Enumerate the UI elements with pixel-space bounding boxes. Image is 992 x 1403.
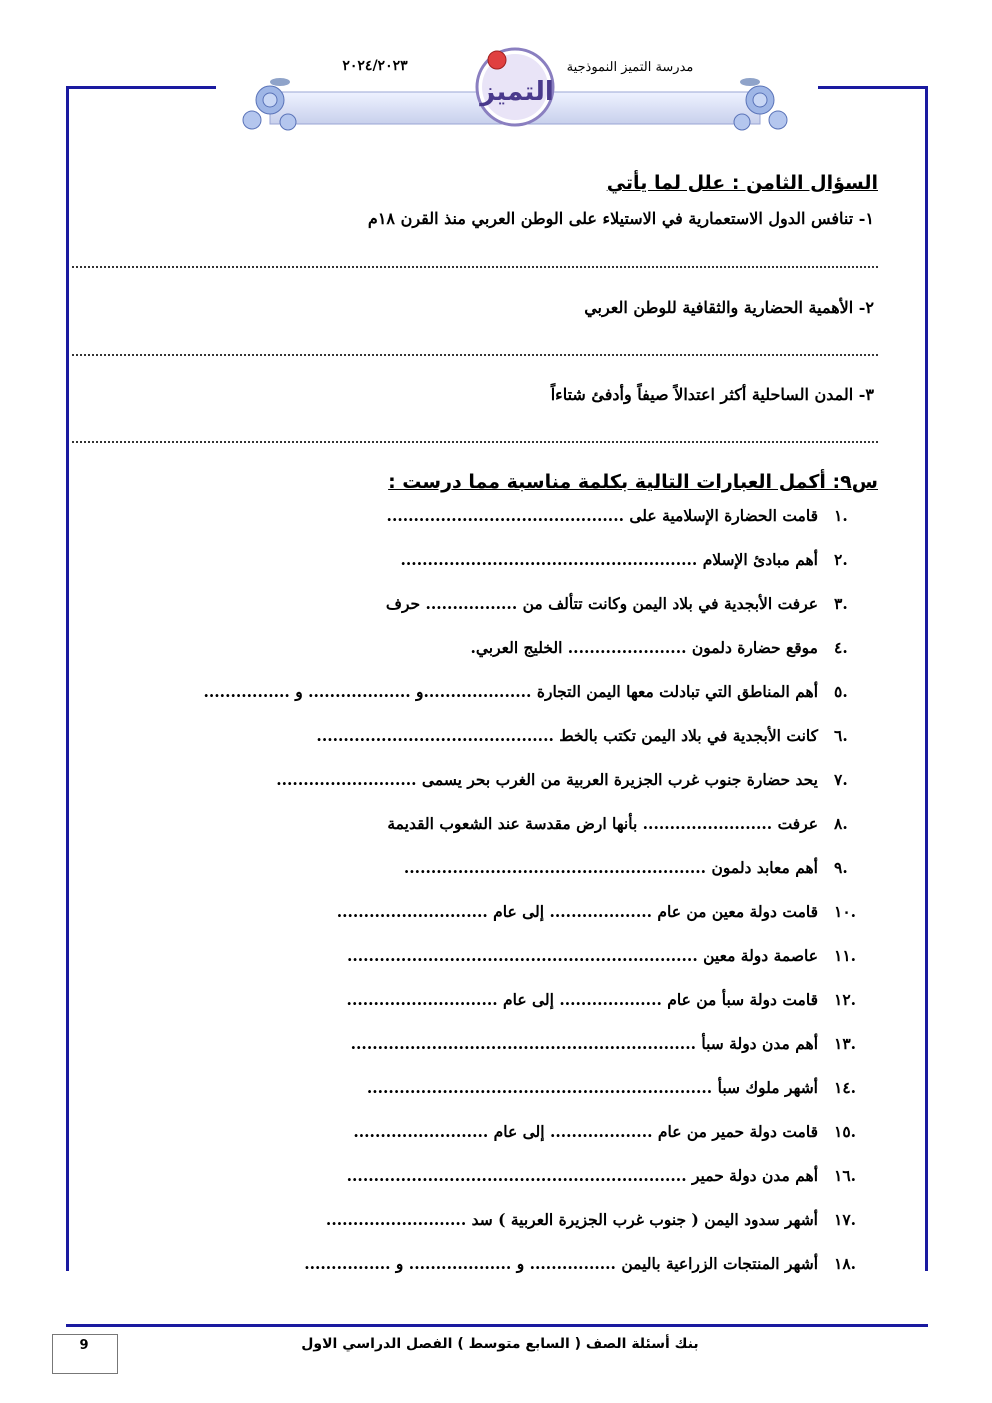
- item-text: أهم معابد دلمون ........................................................: [403, 858, 818, 877]
- list-item: [326, 1210, 880, 1234]
- list-item: [347, 946, 880, 970]
- item-text: عرفت الأبجدية في بلاد اليمن وكانت تتألف من ................. حرف: [385, 594, 818, 613]
- item-text: أهم مبادئ الإسلام .......................................................: [400, 550, 818, 569]
- item-text: عاصمة دولة معين .................................................................: [346, 946, 818, 965]
- frame-top-left: [66, 86, 216, 89]
- q8-item-1: ١- تنافس الدول الاستعمارية في الاستيلاء على الوطن العربي منذ القرن ١٨م: [367, 209, 874, 228]
- item-number: ٧.: [834, 770, 848, 789]
- list-item: [347, 1166, 880, 1190]
- item-number: ٢.: [834, 550, 848, 569]
- list-item: [367, 1078, 880, 1102]
- item-number: ٥.: [834, 682, 848, 701]
- item-text: كانت الأبجدية في بلاد اليمن تكتب بالخط ............................................: [316, 726, 818, 745]
- item-number: ٩.: [834, 858, 848, 877]
- item-text: أشهر ملوك سبأ ................................................................: [366, 1078, 818, 1097]
- school-name: مدرسة التميز النموذجية: [566, 60, 694, 75]
- section9-title: س٩: أكمل العبارات التالية بكلمة مناسبة مما درست :: [388, 471, 878, 493]
- list-item: [347, 990, 880, 1014]
- item-number: ١٤.: [834, 1078, 857, 1097]
- section8-title: السؤال الثامن : علل لما يأتي: [606, 172, 878, 194]
- list-item: [351, 1034, 880, 1058]
- list-item: [386, 594, 880, 618]
- item-number: ٨.: [834, 814, 848, 833]
- item-text: قامت دولة معين من عام ................... إلى عام ............................: [336, 902, 818, 921]
- q8-item-2: ٢- الأهمية الحضارية والثقافية للوطن العربي: [584, 298, 874, 317]
- answer-line-2: [72, 354, 878, 356]
- list-item: [304, 1254, 880, 1278]
- item-number: ١.: [834, 506, 848, 525]
- item-number: ١٣.: [834, 1034, 857, 1053]
- list-item: [337, 902, 880, 926]
- item-number: ١٠.: [834, 902, 857, 921]
- item-text: أشهر المنتجات الزراعية باليمن ................ و ................... و ................: [304, 1254, 818, 1273]
- academic-year: ٢٠٢٤/٢٠٢٣: [342, 58, 408, 74]
- list-item: [404, 858, 880, 882]
- item-text: أهم مدن دولة سبأ ................................................................: [350, 1034, 818, 1053]
- item-text: قامت الحضارة الإسلامية على ............................................: [386, 506, 818, 525]
- page-number: 9: [79, 1338, 89, 1353]
- item-number: ١٥.: [834, 1122, 857, 1141]
- item-text: يحد حضارة جنوب غرب الجزيرة العربية من الغرب بحر يسمى ..........................: [276, 770, 818, 789]
- answer-line-1: [72, 266, 878, 268]
- list-item: [316, 726, 880, 750]
- item-text: أشهر سدود اليمن ( جنوب غرب الجزيرة العربية ) سد ..........................: [325, 1210, 818, 1229]
- item-text: أهم المناطق التي تبادلت معها اليمن التجارة ....................و ................... و ................: [203, 682, 818, 701]
- item-text: موقع حضارة دلمون ...................... الخليج العربي.: [470, 638, 818, 657]
- logo-text: التميز: [480, 77, 554, 107]
- item-number: ٣.: [834, 594, 848, 613]
- frame-left: [66, 86, 69, 1271]
- list-item: [470, 638, 880, 662]
- item-number: ٤.: [834, 638, 848, 657]
- item-number: ١٦.: [834, 1166, 857, 1185]
- list-item: [276, 770, 880, 794]
- item-text: أهم مدن دولة حمير ...............................................................: [346, 1166, 818, 1185]
- item-text: عرفت ........................ بأنها ارض مقدسة عند الشعوب القديمة: [387, 814, 818, 833]
- frame-right: [925, 86, 928, 1271]
- q8-item-3: ٣- المدن الساحلية أكثر اعتدالاً صيفاً وأدفئ شتاءاً: [550, 385, 874, 404]
- item-text: قامت دولة حمير من عام ................... إلى عام .........................: [353, 1122, 818, 1141]
- item-text: قامت دولة سبأ من عام ................... إلى عام ............................: [346, 990, 818, 1009]
- item-number: ٦.: [834, 726, 848, 745]
- list-item: [203, 682, 880, 706]
- list-item: [401, 550, 881, 574]
- list-item: [387, 814, 880, 838]
- item-number: ١٨.: [834, 1254, 857, 1273]
- item-number: ١٧.: [834, 1210, 857, 1229]
- frame-top-right: [818, 86, 928, 89]
- school-logo-icon: [470, 42, 560, 128]
- answer-line-3: [72, 441, 878, 443]
- item-number: ١١.: [834, 946, 857, 965]
- footer-text: بنك أسئلة الصف ( السابع متوسط ) الفصل الدراسي الاول: [301, 1336, 699, 1352]
- frame-bottom: [66, 1324, 928, 1327]
- list-item: [353, 1122, 880, 1146]
- item-number: ١٢.: [834, 990, 857, 1009]
- list-item: [387, 506, 880, 530]
